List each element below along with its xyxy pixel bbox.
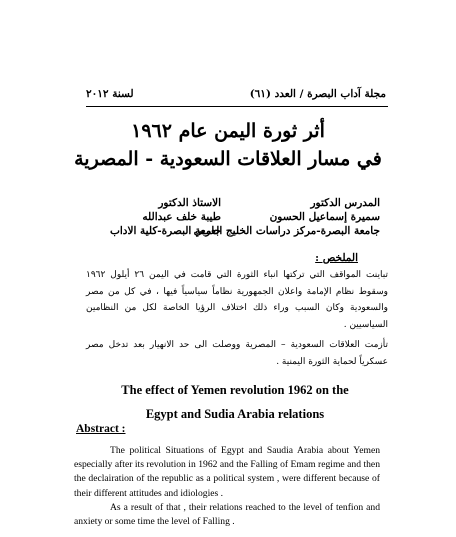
journal-year: لسنة ٢٠١٢: [86, 88, 134, 100]
author-2: [110, 196, 221, 238]
running-header: [86, 88, 386, 106]
english-title-line1: The effect of Yemen revolution 1962 on the: [121, 383, 349, 397]
arabic-title-line1: أثر ثورة اليمن عام ١٩٦٢: [131, 120, 325, 142]
english-title: [80, 378, 390, 426]
english-abstract-body: [74, 444, 380, 529]
english-abstract-heading: Abstract :: [76, 423, 126, 435]
author-1-name: سميرة إسماعيل الحسون: [269, 211, 380, 223]
english-title-line2: Egypt and Sudia Arabia relations: [145, 407, 325, 421]
english-abstract-para1: The political Situations of Egypt and Saudia Arabia about Yemen especially after its revolution in 1962 and the Falling of Emam regime and then the declairation of the republic as a political system , were different because of their different attitudes and idiologies .: [74, 445, 380, 499]
english-abstract-para2: As a result of that , their relations reached to the level of tenfion and anxiety or some time the level of Falling .: [74, 501, 380, 528]
arabic-abstract-heading: الملخص :: [315, 252, 358, 264]
arabic-abstract-para2: تأزمت العلاقات السعودية – المصرية ووصلت الى حد الانهيار بعد تدخل مصر عسكرياً لحماية الثورة اليمنية .: [86, 340, 388, 367]
arabic-abstract-para1: تباينت المواقف التي تركتها انباء الثورة التي قامت في اليمن ٢٦ أيلول ١٩٦٢ وسقوط نظام الإمامة واعلان الجمهورية نظاماً سياسياً فيها ، في كل من مصر والسعودية وكان السبب وراء ذلك اختلاف الرؤيا الخاصة لكل من النظامين السياسيين .: [86, 270, 388, 330]
arabic-title-line2: في مسار العلاقات السعودية - المصرية: [74, 148, 382, 170]
header-rule: [86, 106, 388, 107]
journal-name: مجلة آداب البصرة / العدد (٦١): [249, 88, 386, 100]
author-1-affiliation: جامعة البصرة-مركز دراسات الخليج العربي: [193, 225, 380, 237]
author-1: [194, 196, 380, 238]
author-2-rank: الاستاذ الدكتور: [158, 197, 222, 209]
author-1-rank: المدرس الدكتور: [310, 197, 380, 209]
arabic-abstract-body: [86, 267, 388, 370]
author-2-affiliation: جامعة البصرة-كلية الاداب: [110, 225, 222, 237]
author-2-name: طيبة خلف عبدالله: [142, 211, 222, 223]
